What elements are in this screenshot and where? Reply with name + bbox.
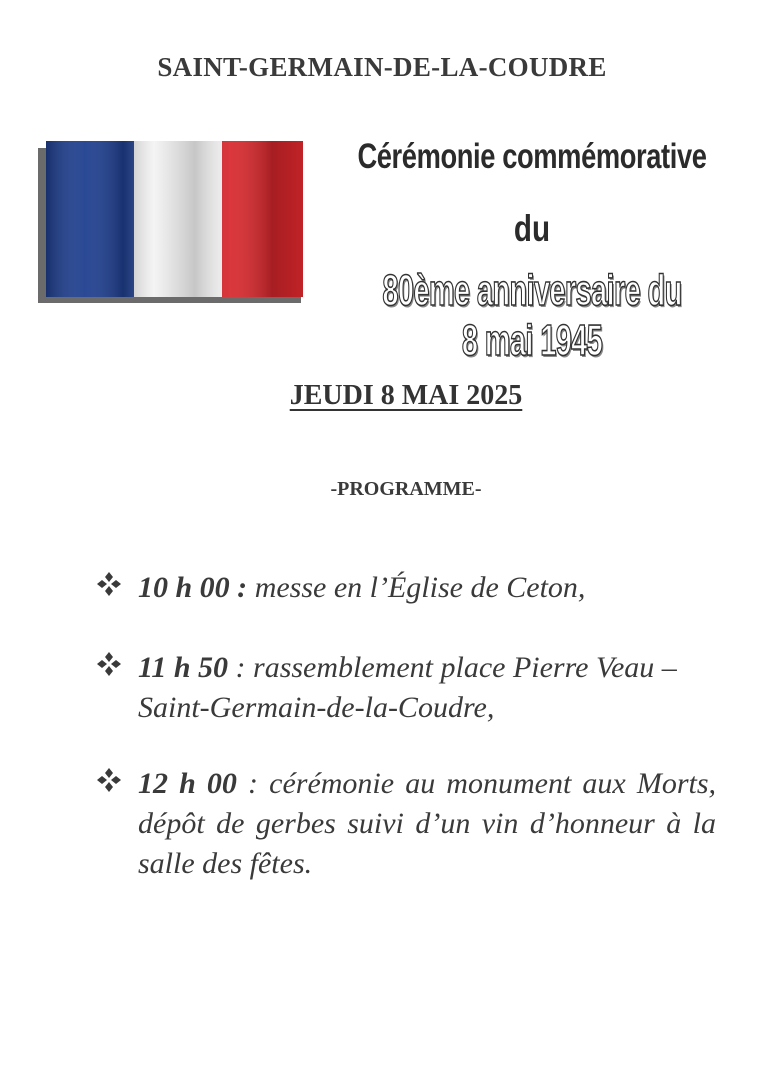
ceremony-title-line2: du — [513, 208, 551, 249]
programme-label: -PROGRAMME- — [330, 478, 482, 500]
four-diamond-bullet-icon — [96, 571, 122, 597]
programme-time: 10 h 00 : — [138, 571, 248, 604]
event-date: JEUDI 8 MAI 2025 — [289, 380, 523, 411]
programme-time: 12 h 00 — [138, 767, 237, 800]
programme-item-text — [138, 648, 716, 728]
four-diamond-bullet-icon — [96, 651, 122, 677]
programme-item-text — [138, 568, 716, 608]
programme-description: messe en l’Église de Ceton, — [247, 571, 586, 604]
programme-description: : cérémonie au monument aux Morts, dépôt de gerbes suivi d’un vin d’honneur à la salle des fêtes. — [138, 767, 716, 880]
ceremony-title-line1: Cérémonie commémorative — [357, 137, 707, 176]
french-flag-icon — [46, 141, 303, 297]
four-diamond-bullet-icon — [96, 767, 122, 793]
ceremony-title-line3: 80ème anniversaire du 8 mai 1945 — [382, 266, 682, 365]
programme-description: : rassemblement place Pierre Veau – Saint-Germain-de-la-Coudre, — [138, 651, 677, 724]
programme-item-text — [138, 764, 716, 884]
town-heading: SAINT-GERMAIN-DE-LA-COUDRE — [157, 52, 607, 82]
programme-time: 11 h 50 — [138, 651, 229, 684]
